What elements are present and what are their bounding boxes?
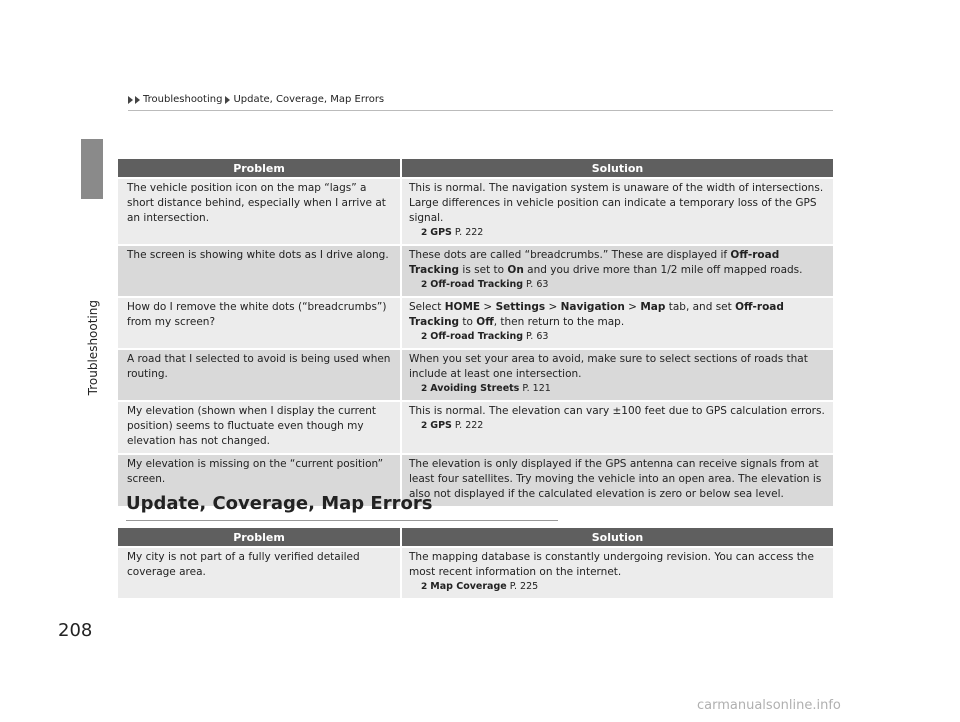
reference-title[interactable]: Map Coverage xyxy=(430,581,507,592)
problem-cell: My elevation (shown when I display the current position) seems to fluctuate even though my elevation has not changed. xyxy=(118,401,401,454)
problem-column-header: Problem xyxy=(118,528,401,547)
problem-cell: My elevation is missing on the “current position” screen. xyxy=(118,454,401,506)
reference-page: P. 63 xyxy=(526,331,549,342)
problem-cell: The vehicle position icon on the map “lags” a short distance behind, especially when I arrive at an intersection. xyxy=(118,178,401,245)
section-heading: Update, Coverage, Map Errors xyxy=(126,493,433,514)
reference-page: P. 225 xyxy=(509,581,539,592)
table-row xyxy=(118,178,833,245)
breadcrumb-level2[interactable]: Update, Coverage, Map Errors xyxy=(233,94,385,105)
cross-reference[interactable] xyxy=(421,278,825,292)
problem-cell: My city is not part of a fully verified detailed coverage area. xyxy=(118,547,401,598)
page-number: 208 xyxy=(58,620,93,641)
ui-term: HOME xyxy=(444,301,481,313)
solution-cell: The elevation is only displayed if the GPS antenna can receive signals from at least four satellites. Try moving the vehicle into an open area. The elevation is also not displayed if the calculated elevation is zero or below sea level. xyxy=(401,454,833,506)
solution-cell xyxy=(401,401,833,454)
ui-term: On xyxy=(507,264,524,276)
breadcrumb xyxy=(128,94,384,105)
solution-text-part: is set to xyxy=(459,264,508,276)
reference-page: P. 222 xyxy=(454,420,484,431)
breadcrumb-level1[interactable]: Troubleshooting xyxy=(143,94,223,105)
solution-text xyxy=(409,301,784,328)
solution-cell xyxy=(401,245,833,297)
solution-text xyxy=(409,249,802,276)
reference-title[interactable]: GPS xyxy=(430,420,452,431)
table-row xyxy=(118,547,833,598)
reference-arrow-icon: 2 xyxy=(421,582,428,592)
reference-page: P. 222 xyxy=(454,227,484,238)
solution-cell xyxy=(401,297,833,349)
problem-cell: A road that I selected to avoid is being used when routing. xyxy=(118,349,401,401)
reference-arrow-icon: 2 xyxy=(421,421,428,431)
solution-text-part: > xyxy=(545,301,561,313)
reference-title[interactable]: Avoiding Streets xyxy=(430,383,520,394)
ui-term: Off xyxy=(476,316,494,328)
solution-cell xyxy=(401,547,833,598)
solution-text: This is normal. The navigation system is unaware of the width of intersections. Large differences in vehicle position can indicate a temporary loss of the GPS signal. xyxy=(409,182,824,224)
cross-reference[interactable] xyxy=(421,580,825,594)
solution-text-part: tab, and set xyxy=(665,301,736,313)
solution-column-header: Solution xyxy=(401,159,833,178)
solution-text-part: to xyxy=(459,316,477,328)
solution-text: When you set your area to avoid, make sure to select sections of roads that include at least one intersection. xyxy=(409,353,808,380)
reference-arrow-icon: 2 xyxy=(421,384,428,394)
problem-cell: The screen is showing white dots as I drive along. xyxy=(118,245,401,297)
solution-text: The mapping database is constantly undergoing revision. You can access the most recent information on the internet. xyxy=(409,551,814,578)
breadcrumb-arrow-icon xyxy=(128,96,133,104)
reference-arrow-icon: 2 xyxy=(421,332,428,342)
reference-title[interactable]: GPS xyxy=(430,227,452,238)
breadcrumb-arrow-icon xyxy=(225,96,230,104)
table-row xyxy=(118,297,833,349)
solution-column-header: Solution xyxy=(401,528,833,547)
solution-text: This is normal. The elevation can vary ±100 feet due to GPS calculation errors. xyxy=(409,405,825,417)
table-header-row xyxy=(118,159,833,178)
reference-title[interactable]: Off-road Tracking xyxy=(430,331,524,342)
troubleshooting-table-map-errors xyxy=(118,528,833,598)
troubleshooting-table-general xyxy=(118,159,833,506)
section-rule xyxy=(126,520,558,521)
table-row xyxy=(118,245,833,297)
cross-reference[interactable] xyxy=(421,382,825,396)
solution-text-part: > xyxy=(480,301,496,313)
reference-page: P. 63 xyxy=(526,279,549,290)
breadcrumb-arrow-icon xyxy=(135,96,140,104)
solution-text-part: > xyxy=(624,301,641,313)
solution-cell xyxy=(401,349,833,401)
cross-reference[interactable] xyxy=(421,330,825,344)
cross-reference[interactable] xyxy=(421,226,825,240)
chapter-side-label: Troubleshooting xyxy=(86,300,100,396)
reference-arrow-icon: 2 xyxy=(421,228,428,238)
problem-column-header: Problem xyxy=(118,159,401,178)
ui-term: Off-road Tracking xyxy=(409,249,780,276)
table-header-row xyxy=(118,528,833,547)
header-rule xyxy=(128,110,833,111)
table-row xyxy=(118,401,833,454)
solution-text-part: Select xyxy=(409,301,445,313)
reference-arrow-icon: 2 xyxy=(421,280,428,290)
problem-cell: How do I remove the white dots (“breadcrumbs”) from my screen? xyxy=(118,297,401,349)
watermark: carmanualsonline.info xyxy=(697,698,841,713)
cross-reference[interactable] xyxy=(421,419,825,433)
reference-title[interactable]: Off-road Tracking xyxy=(430,279,524,290)
table-row xyxy=(118,349,833,401)
ui-term: Settings xyxy=(495,301,546,313)
solution-text-part: , then return to the map. xyxy=(493,316,625,328)
ui-term: Off-road Tracking xyxy=(409,301,784,328)
solution-text-part: and you drive more than 1/2 mile off mapped roads. xyxy=(523,264,803,276)
solution-cell xyxy=(401,178,833,245)
reference-page: P. 121 xyxy=(522,383,551,394)
chapter-side-tab xyxy=(81,139,103,199)
ui-term: Map xyxy=(640,301,666,313)
solution-text-part: These dots are called “breadcrumbs.” These are displayed if xyxy=(409,249,731,261)
ui-term: Navigation xyxy=(560,301,625,313)
